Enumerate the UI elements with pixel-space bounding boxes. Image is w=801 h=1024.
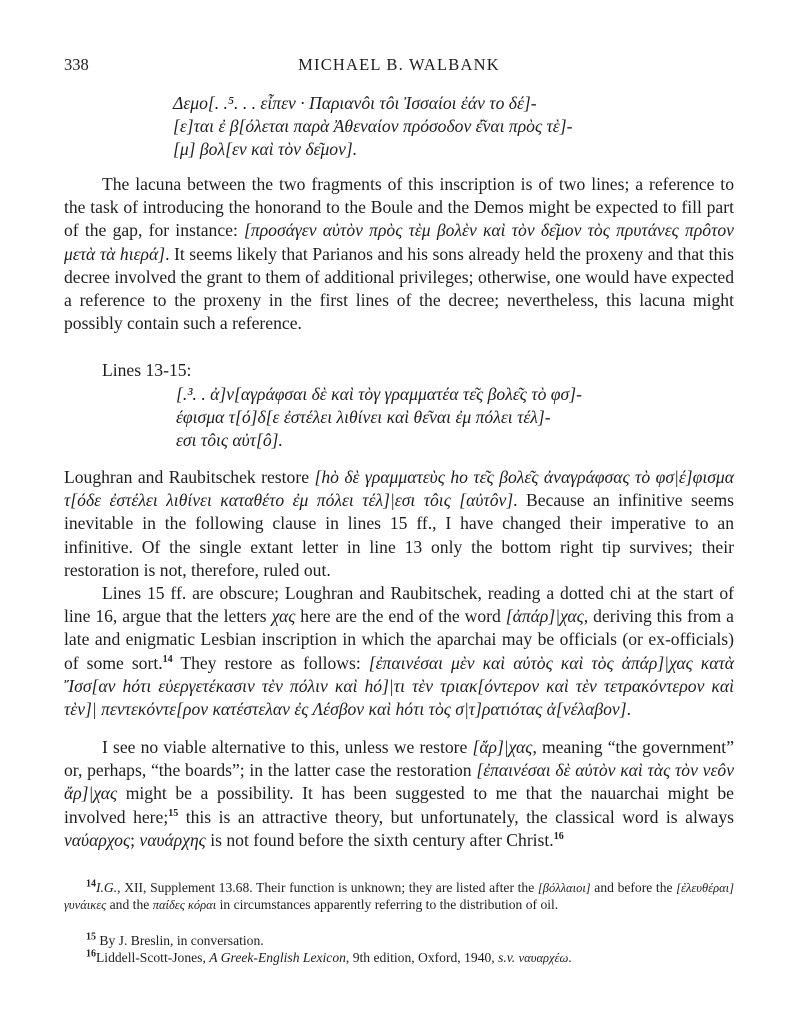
footnote-14: $^{14}$I.G., XII, Supplement 13.68. Their function is unknown; they are listed after the [βόλλαιοι] and before the [ἐλευθέραι] γυνάικες and the παίδες κόραι in circumstances apparently referring to the distribution of oil. <box>64 878 734 912</box>
inscription-line: [ε]ται ἐ β[όλεται παρὰ Ἀθεναίον πρόσοδον ἐ͂ναι πρὸς τὲ]- <box>173 116 573 136</box>
footnote-ref-16[interactable]: 16 <box>553 830 564 842</box>
footnote-16: $^{16}$Liddell-Scott-Jones, A Greek-English Lexicon, 9th edition, Oxford, 1940, s.v. ναυαρχέω. <box>86 948 572 965</box>
paragraph-lacuna: The lacuna between the two fragments of this inscription is of two lines; a reference to the task of introducing the honorand to the Boule and the Demos might be expected to fill part of the gap, for instance: [προσάγεν αὐτὸν πρὸς τὲμ βολὲν καὶ τὸν δε͂μον τὸς πρυτάνες πρôτον μετὰ τὰ hιερά]. It seems likely that Parianos and his sons already held the proxeny and that this decree involved the grant to them of additional privileges; otherwise, one would have expected a reference to the proxeny in the first lines of the decree; nevertheless, this lacuna might possibly contain such a reference. <box>64 174 734 334</box>
lines-heading: Lines 13-15: <box>102 360 192 380</box>
inscription-line: έφισμα τ[ό]δ[ε ἐστέλει λιθίνει καὶ θε͂ναι ἐμ πόλει τέλ]- <box>176 407 551 427</box>
footnote-ref-15[interactable]: 15 <box>168 807 179 819</box>
page-header <box>64 55 734 77</box>
paragraph-aparchai: Lines 15 ff. are obscure; Loughran and Raubitschek, reading a dotted chi at the start of line 16, argue that the letters χας here are the end of the word [ἀπάρ]|χας, deriving this from a late and enigmatic Lesbian inscription in which the aparchai may be officials (or ex-officials) of some sort.$^{14}$ They restore as follows: [ἐπαινέσαι μὲν καὶ αὐτὸς καὶ τὸς ἀπάρ]|χας κατὰ Ἴσσ[αν hότι εὐεργετέκασιν τὲν πόλιν καὶ hό]|τι τὲν τριακ[όντερον καὶ τὲν τετρακόντερον καὶ τὲν]| πεντεκόντε[ρον κατέστελαν ἐς Λέσβον καὶ hότι τὸς σ|τ]ρατιότας ἀ[νέλαβον]. <box>64 583 734 720</box>
inscription-line: εσι τôις αὐτ[ô]. <box>176 430 283 450</box>
inscription-line: [.³. . ἀ]ν[αγράφσαι δὲ καὶ τὸγ γραμματέα τε͂ς βολε͂ς τὸ φσ]- <box>176 384 582 404</box>
inscription-text-1 <box>173 92 693 161</box>
inscription-text-2 <box>176 383 716 452</box>
inscription-line: [μ] βολ[εν καὶ τὸν δε͂μον]. <box>173 139 358 159</box>
running-head: MICHAEL B. WALBANK <box>298 55 500 74</box>
paragraph-nauarchai: I see no viable alternative to this, unless we restore [ἄρ]|χας, meaning “the government” or, perhaps, “the boards”; in the latter case the restoration [ἐπαινέσαι δὲ αὐτὸν καὶ τὰς τὸν νεôν ἄρ]|χας might be a possibility. It has been suggested to me that the nauarchai might be involved here;$^{15}$ this is an attractive theory, but unfortunately, the classical word is always ναύαρχος; ναυάρχης is not found before the sixth century after Christ.$^{16}$ <box>64 737 734 850</box>
paragraph-restoration: Loughran and Raubitschek restore [hὸ δὲ γραμματεὺς ho τε͂ς βολε͂ς ἀναγράφσας τὸ φσ|έ]φισμα τ[όδε ἐστέλει λιθίνει καταθέτο ἐμ πόλει τέλ]|εσι τôις [αὐτôν]. Because an infinitive seems inevitable in the following clause in lines 15 ff., I have changed their imperative to an infinitive. Of the single extant letter in line 13 only the bottom right tip survives; their restoration is not, therefore, ruled out. <box>64 467 734 580</box>
footnote-15: $^{15}$ By J. Breslin, in conversation. <box>86 931 264 948</box>
inscription-line: Δεμο[. .⁵. . . εἶπεν · Παριανôι τôι Ἰσσαίοι ἐάν το δέ]- <box>173 93 537 113</box>
page-number: 338 <box>64 55 89 74</box>
footnote-ref-14[interactable]: 14 <box>162 653 173 665</box>
